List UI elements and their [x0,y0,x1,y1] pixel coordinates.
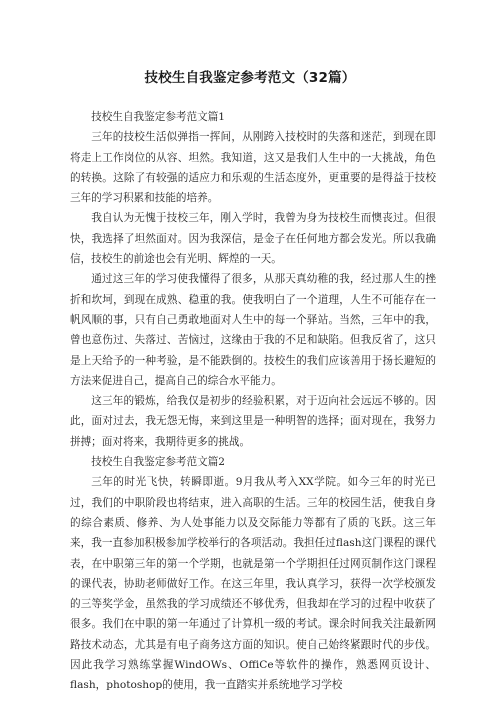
document-body [70,107,436,696]
section-heading: 技校生自我鉴定参考范文篇1 [91,111,226,123]
body-paragraph: 三年的技校生活似弹指一挥间，从刚跨入技校时的失落和迷茫，到现在即将走上工作岗位的从容、坦然。我知道，这又是我们人生中的一大挑战，角色的转换。这除了有较强的适应力和乐观的生活态度外，更重要的是得益于技校三年的学习积累和技能的培养。 [70,131,436,205]
document-title: 技校生自我鉴定参考范文（32篇） [144,70,356,86]
body-paragraph: 这三年的锻炼，给我仅是初步的经验积累，对于迈向社会远远不够的。因此，面对过去，我无怨无悔，来到这里是一种明智的选择；面对现在，我努力拼搏；面对将来，我期待更多的挑战。 [70,395,436,448]
body-paragraph: 我自认为无愧于技校三年，刚入学时，我曾为身为技校生而懊丧过。但很快，我选择了坦然面对。因为我深信，是金子在任何地方都会发光。所以我确信，技校生的前途也会有光明、辉煌的一天。 [70,212,436,266]
section-heading: 技校生自我鉴定参考范文篇2 [91,456,226,469]
body-paragraph: 通过这三年的学习使我懂得了很多，从那天真幼稚的我，经过那人生的挫折和坎坷，到现在成熟、稳重的我。使我明白了一个道理，人生不可能存在一帆风顺的事，只有自己勇敢地面对人生中的每一个驿站。当然，三年中的我，曾也意伤过、失落过、苦恼过，这缘由于我的不足和缺陷。但我反省了，这只是上天给予的一种考验，是不能跌倒的。技校生的我们应该善用于扬长避短的方法来促进自己，提高自己的综合水平能力。 [70,273,436,387]
body-paragraph: 三年的时光飞快，转瞬即逝。9月我从考入XX学院。如今三年的时光已过，我们的中职阶段也将结束，进入高职的生活。三年的校园生活，使我自身的综合素质、修养、为人处事能力以及交际能力等都有了质的飞跃。这三年来，我一直参加积极参加学校举行的各项活动。我担任过flash这门课程的课代表，在中职第三年的第一个学期，也就是第一个学期担任过网页制作这门课程的课代表，协助老师做好工作。在这三年里，我认真学习，获得一次学校颁发的三等奖学金，虽然我的学习成绩还不够优秀，但我却在学习的过程中收获了很多。我们在中职的第一年通过了计算机一级的考试。课余时间我关注最新网路技术动态，尤其是有电子商务这方面的知识。使自己始终紧跟时代的步伐。因此我学习熟练掌握WindOWs、OffiCe等软件的操作，熟悉网页设计、flash，photoshop的使用，我一直踏实并系统地学习学校 [70,476,436,692]
